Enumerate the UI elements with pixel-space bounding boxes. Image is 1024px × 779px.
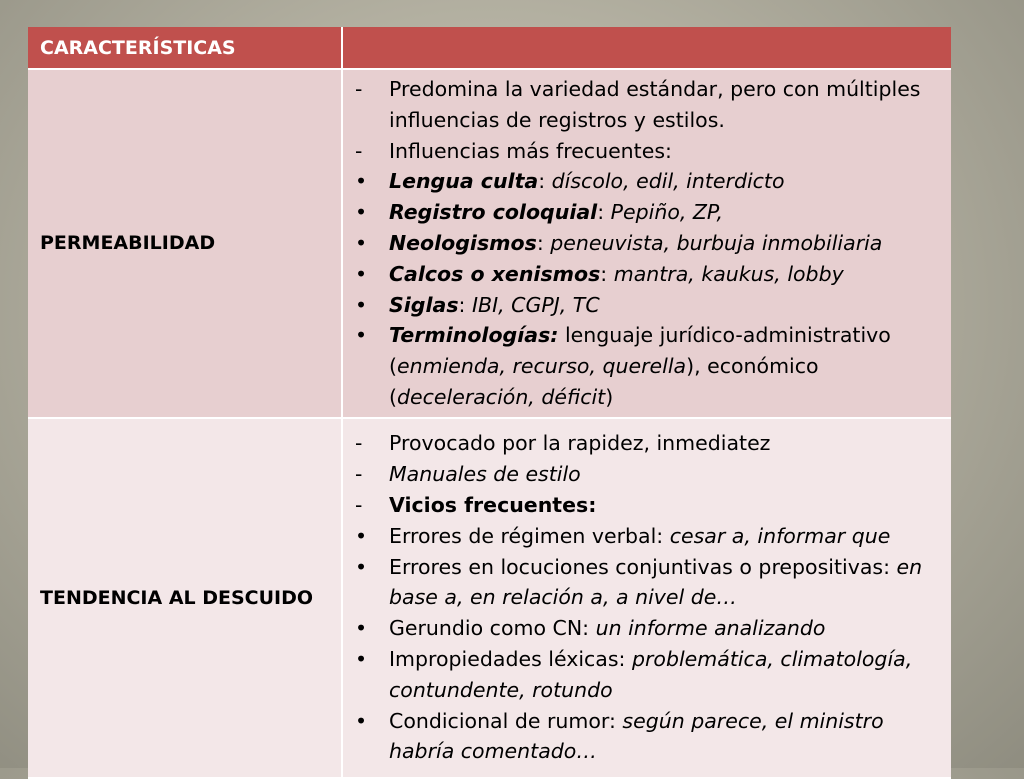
- text-segment: :: [536, 230, 551, 255]
- list-item: [351, 228, 941, 259]
- bullet-marker: •: [355, 323, 368, 348]
- row-permeabilidad: [28, 70, 951, 419]
- list-item: [351, 74, 941, 136]
- bullet-marker: •: [355, 261, 368, 286]
- text-segment: deceleración, déficit: [397, 384, 606, 409]
- text-segment: :: [458, 292, 472, 317]
- text-segment: Terminologías:: [389, 323, 559, 348]
- header-characteristics: CARACTERÍSTICAS: [28, 27, 343, 70]
- list-item: [351, 613, 941, 644]
- text-segment: Predomina la variedad estándar, pero con múltiples influencias de registros y estilos.: [389, 77, 921, 132]
- text-segment: :: [600, 261, 614, 286]
- text-segment: Registro coloquial: [389, 200, 598, 225]
- text-segment: lenguaje jurídico-administrativo (: [389, 323, 891, 379]
- list-item: [351, 459, 941, 490]
- text-segment: IBI, CGPJ, TC: [471, 292, 600, 317]
- row-tendencia-al-descuido: [28, 419, 951, 779]
- text-segment: Provocado por la rapidez, inmediatez: [389, 431, 771, 456]
- bullet-marker: •: [355, 169, 368, 194]
- text-segment: Manuales de estilo: [389, 462, 581, 487]
- text-segment: Errores de régimen verbal:: [389, 523, 670, 548]
- text-segment: Vicios frecuentes:: [389, 492, 597, 517]
- feature-list: [351, 428, 941, 767]
- text-segment: problemática, climatología, contundente, rotundo: [389, 646, 913, 702]
- text-segment: Influencias más frecuentes:: [389, 138, 672, 163]
- list-item: [351, 259, 941, 290]
- text-segment: Impropiedades léxicas:: [389, 646, 632, 671]
- dash-marker: -: [355, 431, 363, 456]
- bullet-marker: •: [355, 554, 368, 579]
- text-segment: Calcos o xenismos: [389, 261, 601, 286]
- text-segment: díscolo, edil, interdicto: [551, 169, 785, 194]
- list-item: [351, 644, 941, 706]
- text-segment: Siglas: [389, 292, 459, 317]
- bullet-marker: •: [355, 616, 368, 641]
- list-item: [351, 320, 941, 412]
- text-segment: mantra, kaukus, lobby: [613, 261, 844, 286]
- text-segment: un informe analizando: [595, 616, 826, 641]
- text-segment: Lengua culta: [389, 169, 539, 194]
- text-segment: peneuvista, burbuja inmobiliaria: [550, 230, 883, 255]
- bullet-marker: •: [355, 523, 368, 548]
- text-segment: Gerundio como CN:: [389, 616, 596, 641]
- list-item: [351, 428, 941, 459]
- text-segment: cesar a, informar que: [669, 523, 891, 548]
- text-segment: ), económico (: [389, 354, 819, 409]
- list-item: [351, 490, 941, 521]
- list-item: [351, 197, 941, 228]
- text-segment: :: [597, 200, 611, 225]
- text-segment: Condicional de rumor:: [389, 708, 623, 733]
- text-segment: Neologismos: [389, 230, 537, 255]
- feature-list: [351, 74, 941, 413]
- row-label: TENDENCIA AL DESCUIDO: [28, 419, 343, 779]
- dash-marker: -: [355, 462, 363, 487]
- text-segment: Errores en locuciones conjuntivas o prepositivas:: [389, 554, 897, 579]
- list-item: [351, 166, 941, 197]
- text-segment: ): [605, 384, 614, 409]
- bullet-marker: •: [355, 646, 368, 671]
- list-item: [351, 136, 941, 167]
- list-item: [351, 521, 941, 552]
- list-item: [351, 706, 941, 768]
- text-segment: :: [538, 169, 552, 194]
- list-item: [351, 290, 941, 321]
- dash-marker: -: [355, 77, 363, 101]
- text-segment: en base a, en relación a, a nivel de…: [389, 554, 923, 610]
- list-item: [351, 552, 941, 614]
- text-segment: Pepiño, ZP,: [610, 200, 723, 225]
- dash-marker: -: [355, 138, 363, 163]
- characteristics-table: [28, 27, 951, 779]
- header-empty-cell: [343, 27, 951, 70]
- bullet-marker: •: [355, 292, 368, 317]
- bullet-marker: •: [355, 200, 368, 225]
- text-segment: según parece, el ministro habría comentado…: [389, 708, 884, 764]
- row-label: PERMEABILIDAD: [28, 70, 343, 419]
- bullet-marker: •: [355, 230, 368, 255]
- bullet-marker: •: [355, 708, 368, 733]
- text-segment: enmienda, recurso, querella: [397, 354, 687, 379]
- table-header-row: [28, 27, 951, 70]
- dash-marker: -: [355, 492, 363, 517]
